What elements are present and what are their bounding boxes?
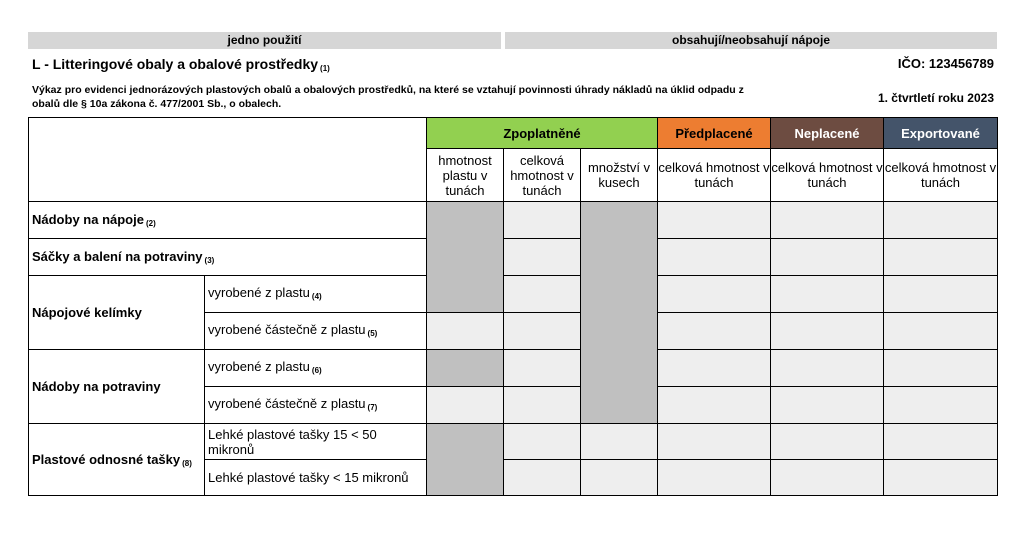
input-cell[interactable] [884,202,998,239]
input-cell[interactable] [658,239,771,276]
row-text: Plastové odnosné tašky [32,451,181,467]
row-note: (7) [367,402,378,412]
disabled-cell [427,202,504,313]
input-cell[interactable] [771,424,884,460]
sub-label-potraviny-plast [205,350,427,387]
input-cell[interactable] [884,424,998,460]
report-table [28,117,998,496]
input-cell[interactable] [504,202,581,239]
input-cell[interactable] [771,239,884,276]
row-label-potraviny: Nádoby na potraviny [29,350,205,424]
input-cell[interactable] [884,387,998,424]
ico-label: IČO: 123456789 [897,56,994,71]
subcol-predplacene-hmotnost: celková hmotnost v tunách [658,149,771,202]
row-note: (6) [311,365,322,375]
subcol-hmotnost-plastu: hmotnost plastu v tunách [427,149,504,202]
subcol-neplacene-hmotnost: celková hmotnost v tunách [771,149,884,202]
input-cell[interactable] [504,350,581,387]
input-cell[interactable] [658,460,771,496]
row-note: (2) [145,219,156,228]
input-cell[interactable] [504,387,581,424]
input-cell[interactable] [771,202,884,239]
input-cell[interactable] [581,424,658,460]
row-label-sacky [29,239,427,276]
disabled-cell [427,350,504,387]
input-cell[interactable] [658,313,771,350]
title-text: L - Litteringové obaly a obalové prostředky [32,56,319,72]
input-cell[interactable] [427,387,504,424]
subcol-mnozstvi: množství v kusech [581,149,658,202]
input-cell[interactable] [884,276,998,313]
row-text: vyrobené z plastu [208,358,310,374]
input-cell[interactable] [581,460,658,496]
input-cell[interactable] [884,460,998,496]
row-label-kelimky: Nápojové kelímky [29,276,205,350]
input-cell[interactable] [658,202,771,239]
input-cell[interactable] [658,276,771,313]
input-cell[interactable] [884,239,998,276]
description: Výkaz pro evidenci jednorázových plastových obalů a obalových prostředků, na které se vztahují povinnosti úhrady nákladů na úklid odpadu z obalů dle § 10a zákona č. 477/2001 Sb., o obalech. [32,84,744,110]
sub-label-potraviny-castecne [205,387,427,424]
row-note: (5) [367,328,378,338]
row-text: vyrobené částečně z plastu [208,395,366,411]
row-text: Nádoby na nápoje [32,212,144,227]
sub-label-kelimky-plast [205,276,427,313]
row-text: vyrobené z plastu [208,284,310,300]
input-cell[interactable] [771,313,884,350]
col-exportovane: Exportované [884,118,998,149]
col-group-zpoplatnene: Zpoplatněné [427,118,658,149]
input-cell[interactable] [658,387,771,424]
row-note: (4) [311,291,322,301]
row-text: vyrobené částečně z plastu [208,321,366,337]
page-title [32,56,330,73]
subcol-exportovane-hmotnost: celková hmotnost v tunách [884,149,998,202]
row-note: (3) [204,256,215,265]
input-cell[interactable] [504,460,581,496]
corner-cell [29,118,427,202]
row-label-tasky [29,424,205,496]
input-cell[interactable] [504,276,581,313]
col-predplacene: Předplacené [658,118,771,149]
header-bar-single-use: jedno použití [28,32,501,49]
row-text: Sáčky a balení na potraviny [32,249,203,264]
sub-label-tasky-15-50: Lehké plastové tašky 15 < 50 mikronů [205,424,427,460]
input-cell[interactable] [504,313,581,350]
input-cell[interactable] [771,276,884,313]
input-cell[interactable] [884,313,998,350]
disabled-cell [581,202,658,424]
input-cell[interactable] [771,460,884,496]
row-label-nadoby-napoje [29,202,427,239]
input-cell[interactable] [771,350,884,387]
input-cell[interactable] [658,424,771,460]
row-note: (8) [182,458,192,468]
input-cell[interactable] [771,387,884,424]
input-cell[interactable] [884,350,998,387]
period-label: 1. čtvrtletí roku 2023 [877,91,994,105]
title-note: (1) [320,64,330,73]
input-cell[interactable] [427,313,504,350]
header-bar-drinks: obsahují/neobsahují nápoje [505,32,997,49]
sub-label-tasky-15: Lehké plastové tašky < 15 mikronů [205,460,427,496]
disabled-cell [427,424,504,496]
col-neplacene: Neplacené [771,118,884,149]
input-cell[interactable] [504,424,581,460]
input-cell[interactable] [658,350,771,387]
subcol-celkova-hmotnost: celková hmotnost v tunách [504,149,581,202]
sub-label-kelimky-castecne [205,313,427,350]
input-cell[interactable] [504,239,581,276]
